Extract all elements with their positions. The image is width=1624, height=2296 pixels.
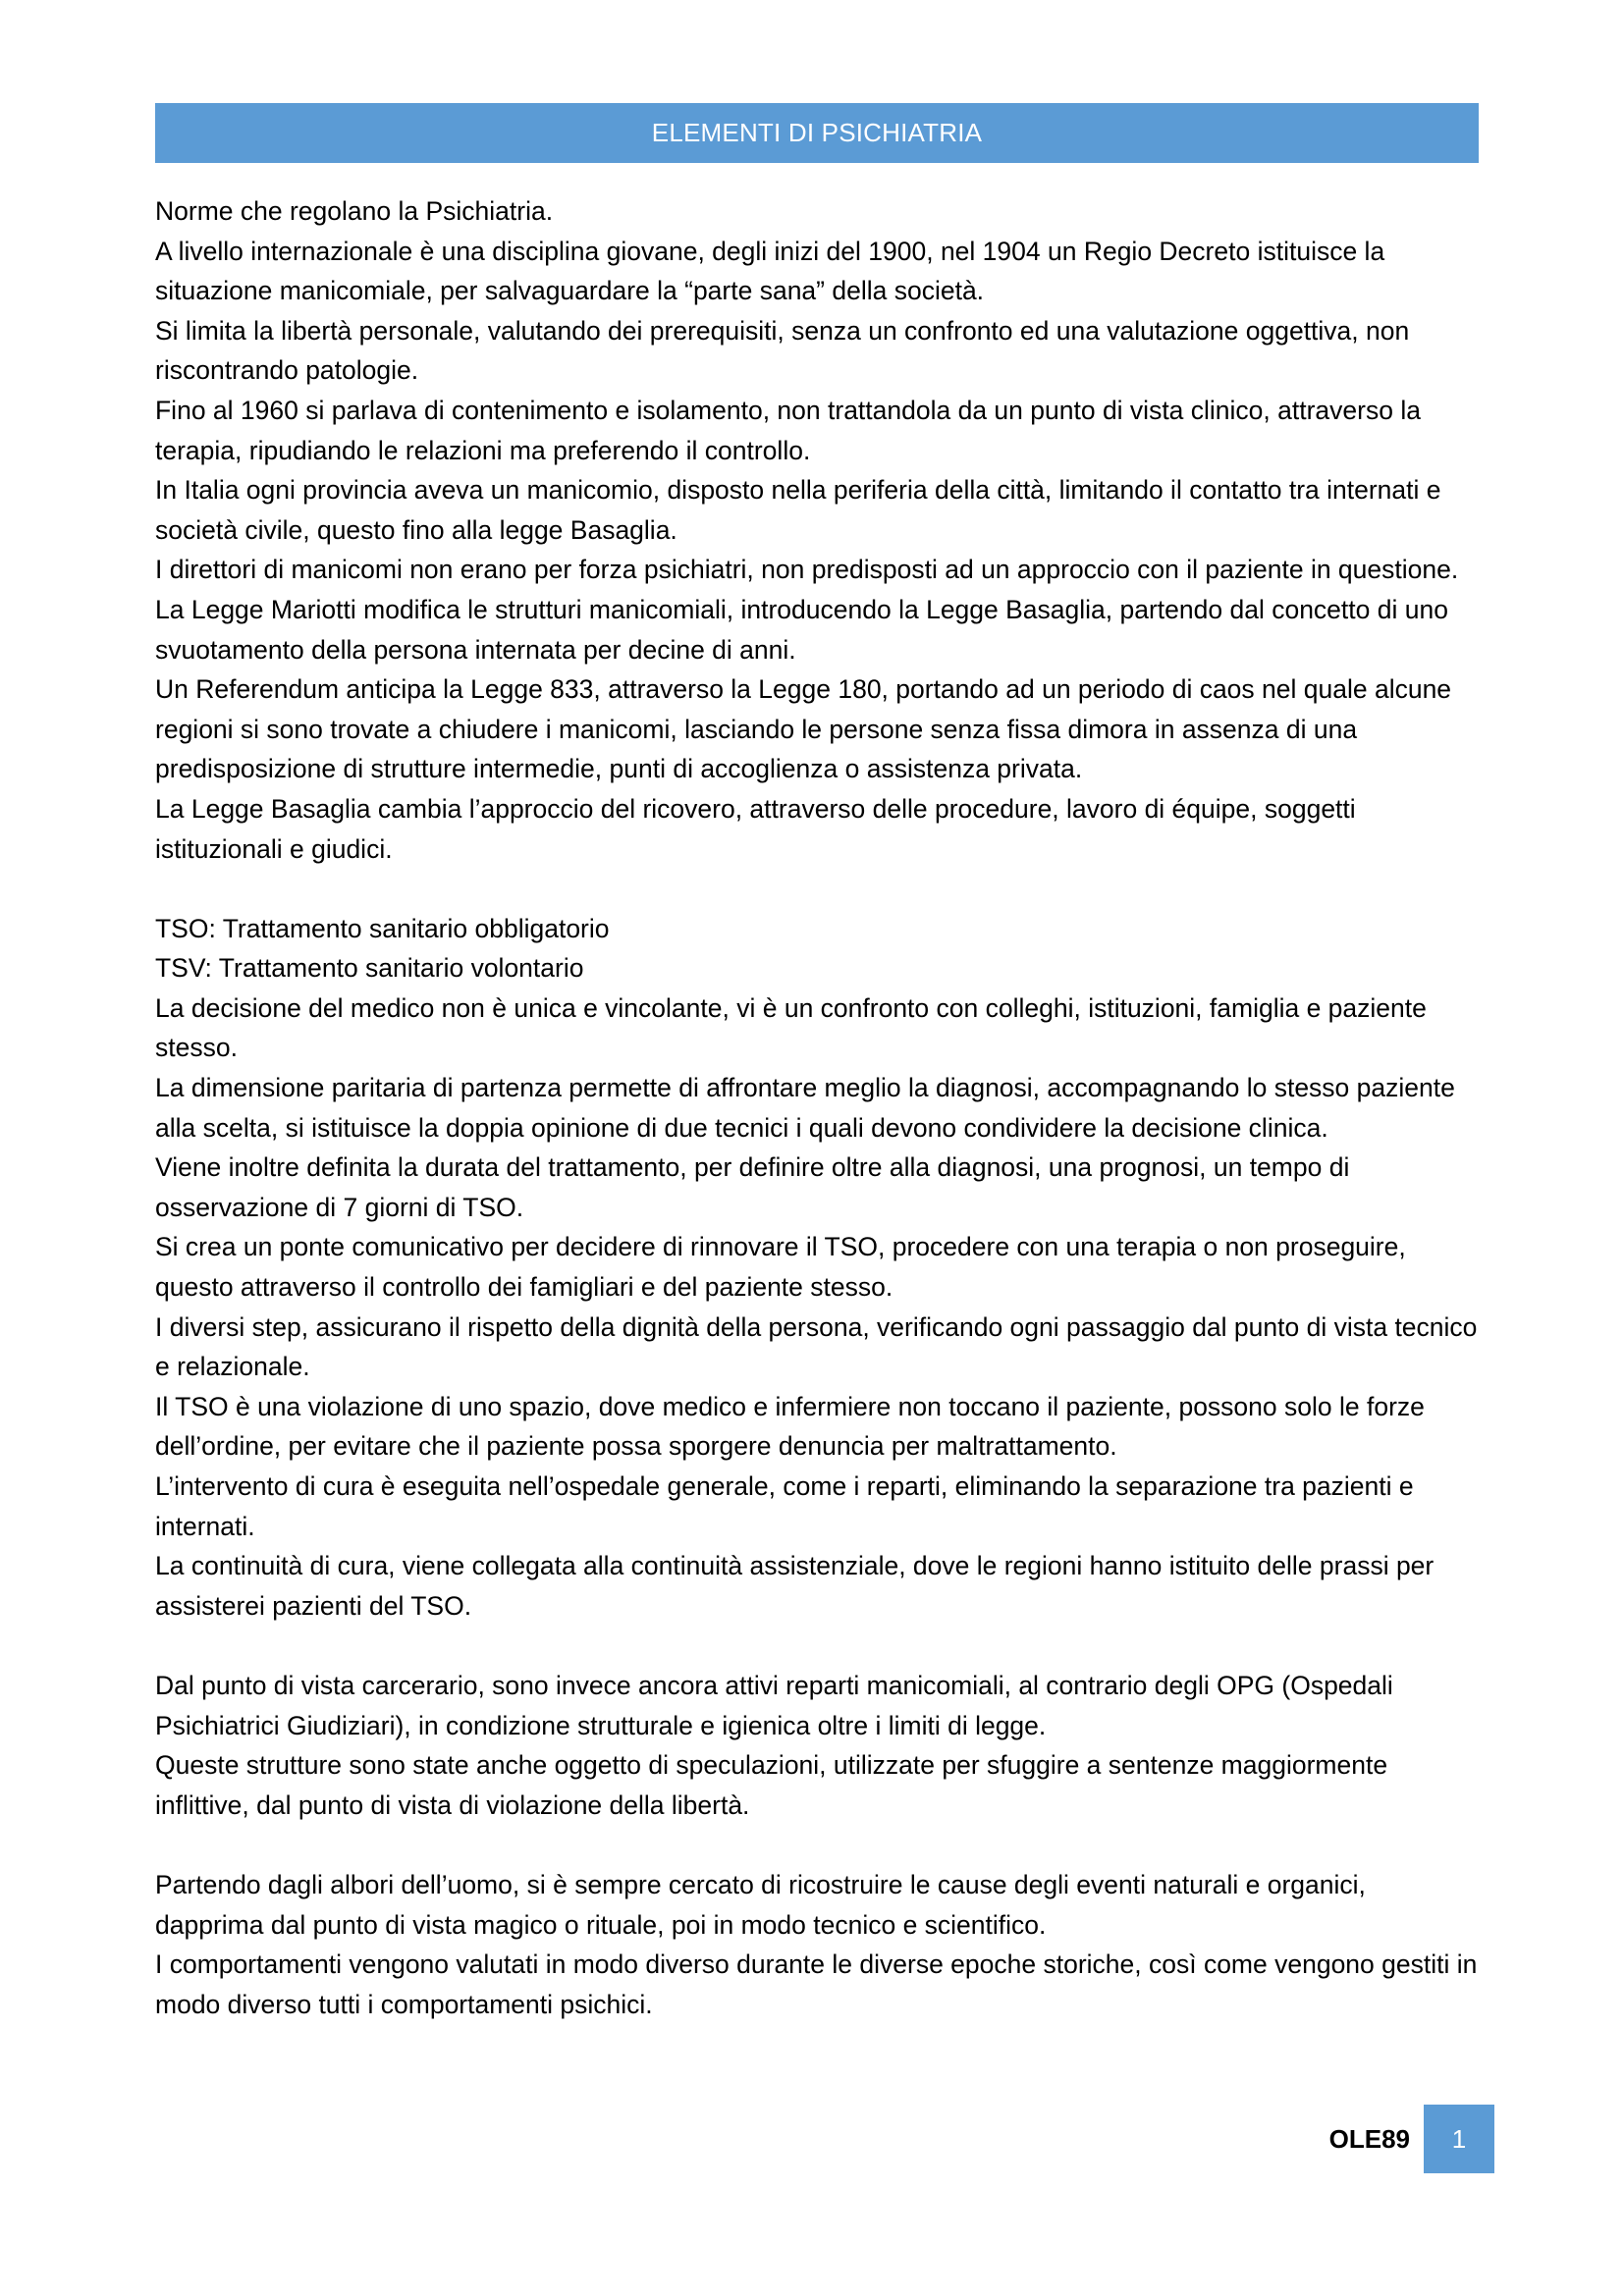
paragraph: I comportamenti vengono valutati in modo diverso durante le diverse epoche storiche, così come vengono gestiti in modo diverso tutti i comportamenti psichici. <box>155 1949 1478 2019</box>
document-body <box>155 191 1481 2024</box>
paragraph: TSV: Trattamento sanitario volontario <box>155 953 584 984</box>
paragraph: La continuità di cura, viene collegata alla continuità assistenziale, dove le regioni hanno istituito delle prassi per assisterei pazienti del TSO. <box>155 1551 1435 1621</box>
paragraph: Viene inoltre definita la durata del trattamento, per definire oltre alla diagnosi, una prognosi, un tempo di osservazione di 7 giorni di TSO. <box>155 1152 1350 1222</box>
paragraph: L’intervento di cura è eseguita nell’ospedale generale, come i reparti, eliminando la separazione tra pazienti e internati. <box>155 1471 1414 1541</box>
paragraph: Un Referendum anticipa la Legge 833, attraverso la Legge 180, portando ad un periodo di caos nel quale alcune regioni si sono trovate a chiudere i manicomi, lasciando le persone senza fissa dimora in assenza di una predisposizione di strutture intermedie, punti di accoglienza o assistenza privata. <box>155 674 1452 784</box>
paragraph: La dimensione paritaria di partenza permette di affrontare meglio la diagnosi, accompagnando lo stesso paziente alla scelta, si istituisce la doppia opinione di due tecnici i quali devono condividere la decisione clinica. <box>155 1073 1455 1143</box>
paragraph: Il TSO è una violazione di uno spazio, dove medico e infermiere non toccano il paziente, possono solo le forze dell’ordine, per evitare che il paziente possa sporgere denuncia per maltrattamento. <box>155 1391 1425 1462</box>
page-footer <box>1329 2105 1494 2173</box>
paragraph: Queste strutture sono state anche oggetto di speculazioni, utilizzate per sfuggire a sentenze maggiormente inflittive, dal punto di vista di violazione della libertà. <box>155 1750 1388 1820</box>
paragraph: Norme che regolano la Psichiatria. <box>155 196 554 226</box>
section <box>155 1865 1481 2024</box>
author-label: OLE89 <box>1328 2123 1410 2154</box>
header-bar <box>155 103 1479 163</box>
paragraph: Fino al 1960 si parlava di contenimento e isolamento, non trattandola da un punto di vista clinico, attraverso la terapia, ripudiando le relazioni ma preferendo il controllo. <box>155 395 1421 465</box>
section <box>155 909 1481 1627</box>
section-spacer <box>155 1626 1481 1666</box>
paragraph: TSO: Trattamento sanitario obbligatorio <box>155 913 610 943</box>
paragraph: Si crea un ponte comunicativo per decidere di rinnovare il TSO, procedere con una terapia o non proseguire, questo attraverso il controllo dei famigliari e del paziente stesso. <box>155 1232 1406 1303</box>
paragraph: La Legge Basaglia cambia l’approccio del ricovero, attraverso delle procedure, lavoro di équipe, soggetti istituzionali e giudici. <box>155 793 1356 864</box>
page-number-badge <box>1424 2105 1494 2173</box>
paragraph: La Legge Mariotti modifica le strutturi manicomiali, introducendo la Legge Basaglia, partendo dal concetto di uno svuotamento della persona internata per decine di anni. <box>155 594 1448 665</box>
section-spacer <box>155 1825 1481 1865</box>
paragraph: Partendo dagli albori dell’uomo, si è sempre cercato di ricostruire le cause degli eventi naturali e organici, dapprima dal punto di vista magico o rituale, poi in modo tecnico e scientifico. <box>155 1869 1366 1940</box>
section <box>155 191 1481 869</box>
paragraph: Dal punto di vista carcerario, sono invece ancora attivi reparti manicomiali, al contrario degli OPG (Ospedali Psichiatrici Giudiziari), in condizione strutturale e igienica oltre i limiti di legge. <box>155 1670 1393 1740</box>
paragraph: Si limita la libertà personale, valutando dei prerequisiti, senza un confronto ed una valutazione oggettiva, non riscontrando patologie. <box>155 315 1410 386</box>
paragraph: I direttori di manicomi non erano per forza psichiatri, non predisposti ad un approccio con il paziente in questione. <box>155 555 1459 585</box>
page-title: ELEMENTI DI PSICHIATRIA <box>651 118 983 147</box>
section-spacer <box>155 869 1481 909</box>
paragraph: La decisione del medico non è unica e vincolante, vi è un confronto con colleghi, istituzioni, famiglia e paziente stesso. <box>155 992 1427 1063</box>
paragraph: In Italia ogni provincia aveva un manicomio, disposto nella periferia della città, limitando il contatto tra internati e società civile, questo fino alla legge Basaglia. <box>155 475 1441 545</box>
paragraph: A livello internazionale è una disciplina giovane, degli inizi del 1900, nel 1904 un Regio Decreto istituisce la situazione manicomiale, per salvaguardare la “parte sana” della società. <box>155 236 1385 306</box>
page-number: 1 <box>1451 2123 1467 2154</box>
paragraph: I diversi step, assicurano il rispetto della dignità della persona, verificando ogni passaggio dal punto di vista tecnico e relazionale. <box>155 1311 1478 1382</box>
section <box>155 1666 1481 1825</box>
